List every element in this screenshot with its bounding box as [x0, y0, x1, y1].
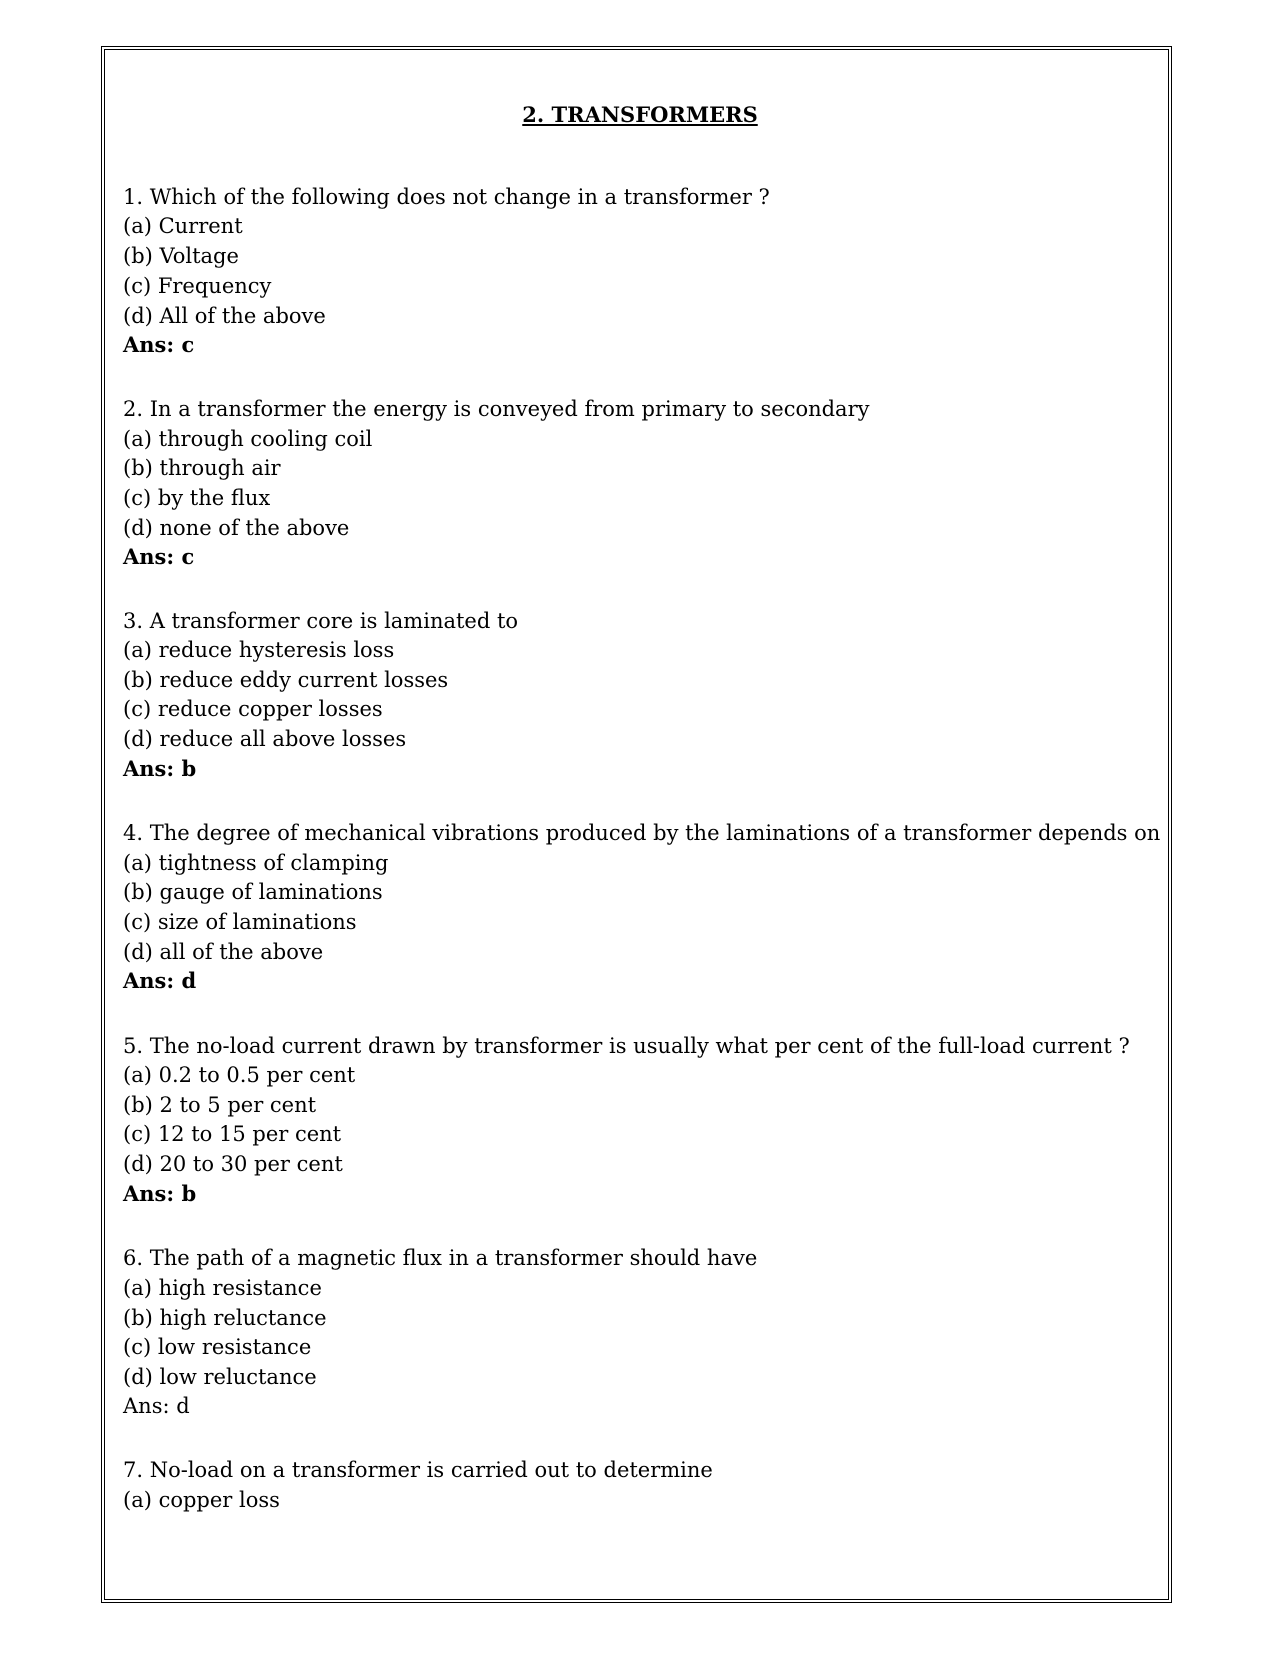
question-2-option-c: (c) by the flux	[123, 486, 271, 510]
question-3-stem: 3. A transformer core is laminated to	[123, 609, 519, 633]
question-1-option-a: (a) Current	[123, 214, 243, 238]
question-7-stem: 7. No-load on a transformer is carried out to determine	[123, 1458, 713, 1482]
question-3-option-c: (c) reduce copper losses	[123, 697, 383, 721]
question-2-answer: Ans: c	[123, 544, 195, 569]
question-5-option-a: (a) 0.2 to 0.5 per cent	[123, 1063, 356, 1087]
question-3-answer: Ans: b	[123, 756, 197, 781]
question-4-answer: Ans: d	[123, 968, 197, 993]
question-1-option-b: (b) Voltage	[123, 244, 239, 268]
question-1-answer: Ans: c	[123, 332, 195, 357]
question-4-stem: 4. The degree of mechanical vibrations produced by the laminations of a transformer depends on	[123, 821, 1161, 845]
question-1-option-c: (c) Frequency	[123, 274, 272, 298]
question-6-option-a: (a) high resistance	[123, 1276, 322, 1300]
question-6-option-d: (d) low reluctance	[123, 1365, 317, 1389]
question-2-option-a: (a) through cooling coil	[123, 427, 373, 451]
question-6-answer: Ans: d	[123, 1394, 190, 1418]
question-2-option-b: (b) through air	[123, 456, 281, 480]
question-5-stem: 5. The no-load current drawn by transformer is usually what per cent of the full-load current ?	[123, 1034, 1130, 1058]
question-5-option-c: (c) 12 to 15 per cent	[123, 1122, 342, 1146]
question-3-option-b: (b) reduce eddy current losses	[123, 668, 449, 692]
question-4-option-d: (d) all of the above	[123, 940, 324, 964]
question-1-option-d: (d) All of the above	[123, 304, 326, 328]
question-5-option-d: (d) 20 to 30 per cent	[123, 1152, 343, 1176]
question-6-stem: 6. The path of a magnetic flux in a transformer should have	[123, 1246, 758, 1270]
page-title: 2. TRANSFORMERS	[522, 102, 758, 127]
question-4-option-b: (b) gauge of laminations	[123, 880, 383, 904]
question-1-stem: 1. Which of the following does not change in a transformer ?	[123, 185, 770, 209]
question-4-option-c: (c) size of laminations	[123, 910, 357, 934]
question-2-stem: 2. In a transformer the energy is conveyed from primary to secondary	[123, 397, 870, 421]
question-2-option-d: (d) none of the above	[123, 516, 350, 540]
question-3-option-a: (a) reduce hysteresis loss	[123, 638, 395, 662]
question-3-option-d: (d) reduce all above losses	[123, 727, 407, 751]
question-6-option-c: (c) low resistance	[123, 1335, 312, 1359]
question-5-answer: Ans: b	[123, 1181, 197, 1206]
question-4-option-a: (a) tightness of clamping	[123, 851, 389, 875]
question-5-option-b: (b) 2 to 5 per cent	[123, 1093, 317, 1117]
question-6-option-b: (b) high reluctance	[123, 1306, 327, 1330]
question-7-option-a: (a) copper loss	[123, 1488, 280, 1512]
